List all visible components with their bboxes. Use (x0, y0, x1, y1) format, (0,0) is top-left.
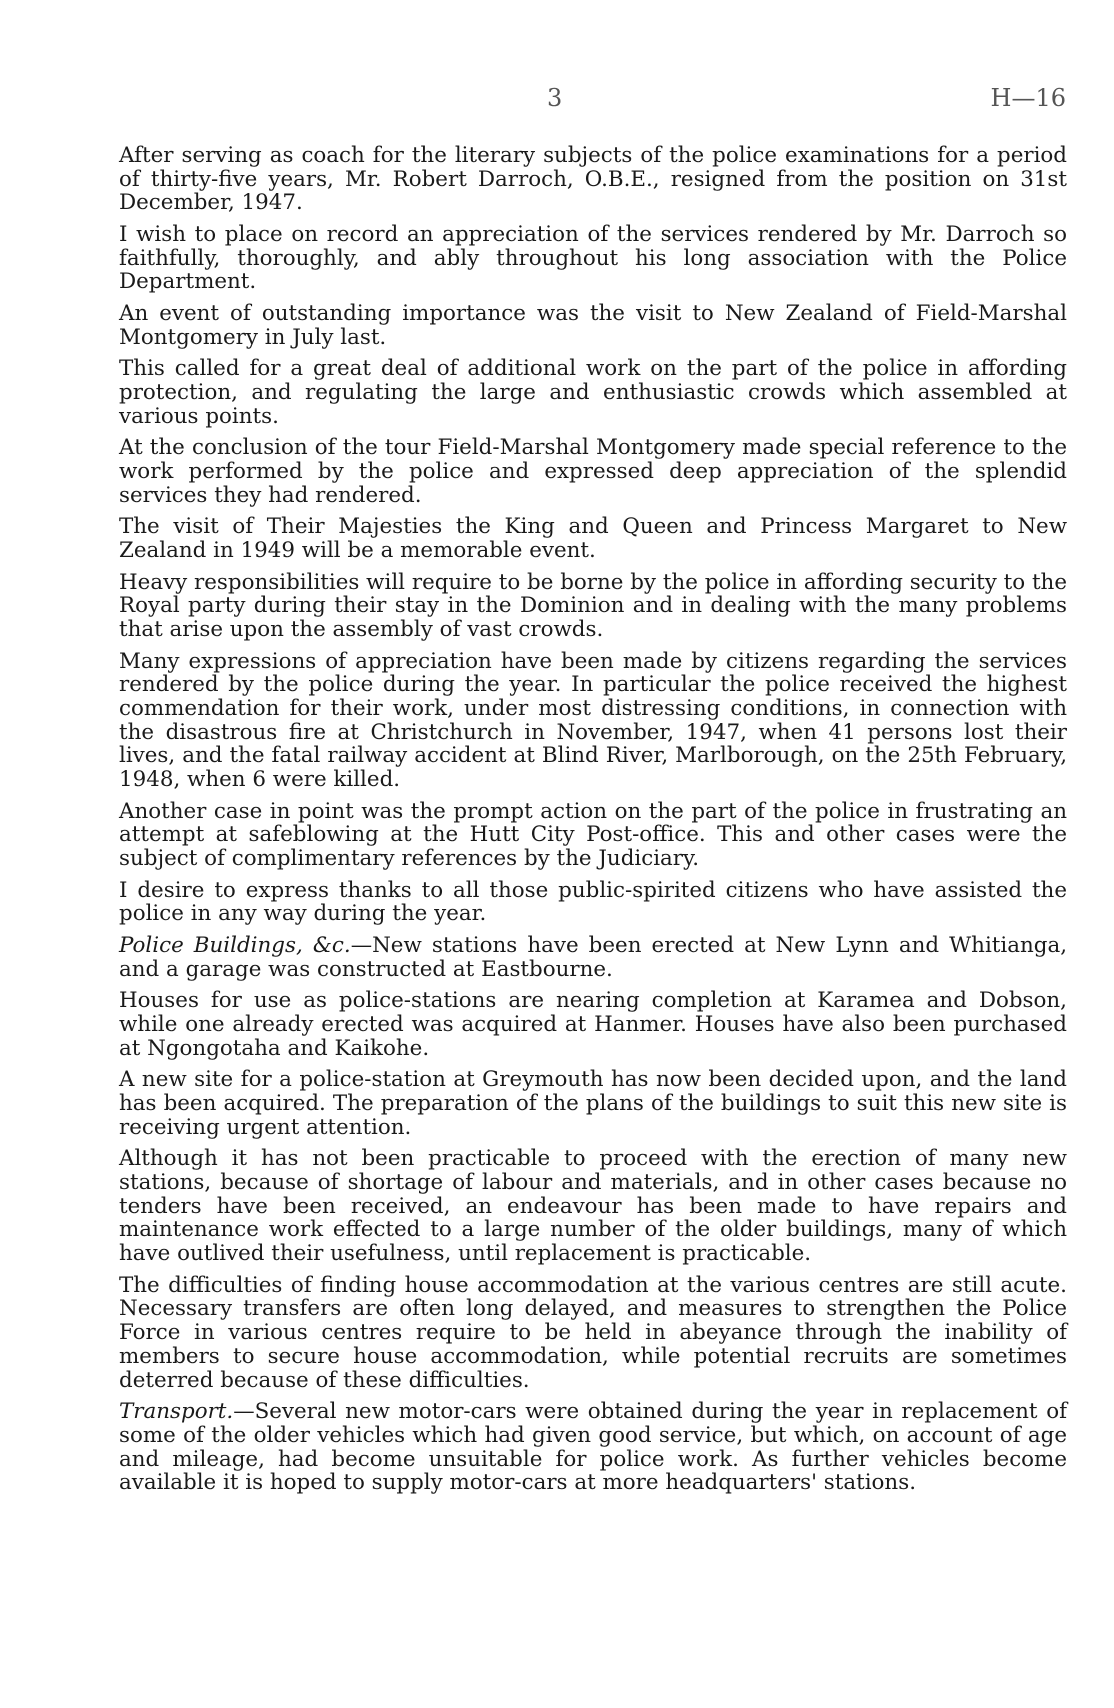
page-number: 3 (547, 84, 563, 112)
page-header (0, 84, 1114, 114)
paragraph: The visit of Their Majesties the King and Queen and Princess Margaret to New Zealand in 1949 will be a memorable event. (119, 514, 1067, 563)
body-text (119, 144, 1067, 1503)
paragraph: This called for a great deal of additional work on the part of the police in affording protection, and regulating the large and enthusiastic crowds which assembled at various points. (119, 356, 1067, 429)
paragraph: A new site for a police-station at Greymouth has now been decided upon, and the land has been acquired. The preparation of the plans of the buildings to suit this new site is receiving urgent attention. (119, 1067, 1067, 1140)
paragraph: Many expressions of appreciation have been made by citizens regarding the services rendered by the police during the year. In particular the police received the highest commendation for their work, under most distressing conditions, in connection with the disastrous fire at Christchurch in November, 1947, when 41 persons lost their lives, and the fatal railway accident at Blind River, Marlborough, on the 25th February, 1948, when 6 were killed. (119, 648, 1067, 793)
paragraph: The difficulties of finding house accommodation at the various centres are still acute. Necessary transfers are often long delayed, and measures to strengthen the Police Force in various centres require to be held in abeyance through the inability of members to secure house accommodation, while potential recruits are sometimes deterred because of these difficulties. (119, 1272, 1067, 1393)
paragraph: Another case in point was the prompt action on the part of the police in frustrating an attempt at safeblowing at the Hutt City Post-office. This and other cases were the subject of complimentary references by the Judiciary. (119, 798, 1067, 872)
paragraph: I wish to place on record an appreciation of the services rendered by Mr. Darroch so faithfully, thoroughly, and ably throughout his long association with the Police Department. (119, 222, 1067, 295)
paragraph: I desire to express thanks to all those public-spirited citizens who have assisted the police in any way during the year. (119, 877, 1067, 927)
transport-heading: Transport. (119, 1399, 234, 1425)
police-buildings-heading: Police Buildings, &c. (119, 933, 351, 958)
paragraph: Houses for use as police-stations are nearing completion at Karamea and Dobson, while one already erected was acquired at Hanmer. Houses have also been purchased at Ngongotaha and Kaikohe. (119, 988, 1067, 1061)
police-buildings-text: —New stations have been erected at New Lynn and Whitianga, and a garage was constructed at Eastbourne. (119, 933, 1067, 982)
transport-text: —Several new motor-cars were obtained during the year in replacement of some of the older vehicles which had given good service, but which, on account of age and mileage, had become unsuitable for police work. As further vehicles become available it is hoped to supply motor-cars at more headquarters' stations. (119, 1399, 1067, 1496)
paragraph: Heavy responsibilities will require to be borne by the police in affording security to the Royal party during their stay in the Dominion and in dealing with the many problems that arise upon the assembly of vast crowds. (119, 569, 1067, 642)
police-buildings-paragraph (119, 934, 1067, 981)
paragraph: At the conclusion of the tour Field-Marshal Montgomery made special reference to the work performed by the police and expressed deep appreciation of the splendid services they had rendered. (119, 435, 1067, 508)
paragraph: An event of outstanding importance was the visit to New Zealand of Field-Marshal Montgomery in July last. (119, 301, 1067, 350)
paragraph: After serving as coach for the literary subjects of the police examinations for a period of thirty-five years, Mr. Robert Darroch, O.B.E., resigned from the position on 31st December, 1947. (119, 143, 1067, 216)
transport-paragraph (119, 1400, 1067, 1495)
document-reference: H—16 (990, 84, 1066, 112)
paragraph: Although it has not been practicable to proceed with the erection of many new stations, because of shortage of labour and materials, and in other cases because no tenders have been received, an endeavour has been made to have repairs and maintenance work effected to a large number of the older buildings, many of which have outlived their usefulness, until replacement is practicable. (119, 1146, 1067, 1267)
